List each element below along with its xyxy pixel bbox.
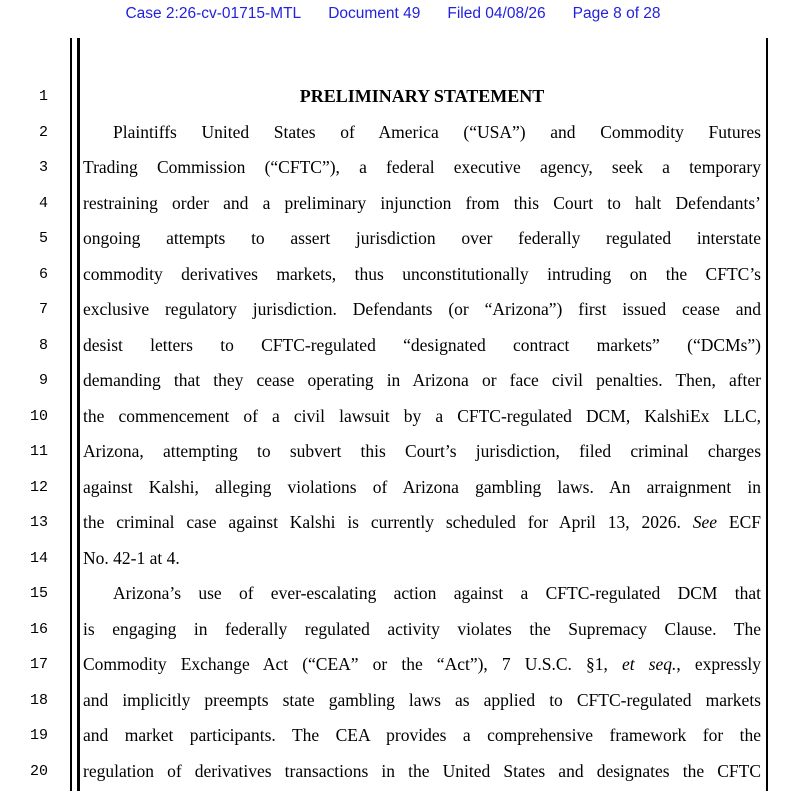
line-row [0, 221, 786, 257]
line-row [0, 612, 786, 648]
text-segment: Trading Commission (“CFTC”), a federal executive agency, seek a temporary [83, 157, 761, 178]
line-row [0, 647, 786, 683]
line-row [0, 470, 786, 506]
body-text-line [83, 300, 761, 319]
line-number: 16 [29, 620, 48, 638]
body-text-line [83, 655, 761, 674]
filed-date: Filed 04/08/26 [447, 5, 546, 22]
line-row [0, 434, 786, 470]
line-row [0, 150, 786, 186]
body-text-line [83, 762, 761, 781]
line-row [0, 683, 786, 719]
line-row [0, 576, 786, 612]
line-number: 17 [29, 656, 48, 674]
text-segment: the criminal case against Kalshi is currently scheduled for April 13, 2026. [83, 512, 693, 533]
line-number: 1 [38, 88, 48, 106]
line-row [0, 186, 786, 222]
text-segment: exclusive regulatory jurisdiction. Defendants (or “Arizona”) first issued cease and [83, 299, 761, 320]
body-text-line [83, 336, 761, 355]
court-stamp-header [0, 5, 786, 23]
line-number: 18 [29, 691, 48, 709]
text-segment: ongoing attempts to assert jurisdiction over federally regulated interstate [83, 228, 761, 249]
text-segment: demanding that they cease operating in Arizona or face civil penalties. Then, after [83, 370, 761, 391]
body-text-line [83, 691, 761, 710]
text-segment: Plaintiffs United States of America (“USA”) and Commodity Futures [113, 121, 761, 142]
line-number: 14 [29, 549, 48, 567]
case-number: Case 2:26-cv-01715-MTL [125, 5, 302, 22]
line-row [0, 79, 786, 115]
text-segment: No. 42-1 at 4. [83, 547, 180, 568]
line-row [0, 754, 786, 790]
body-text-line [83, 265, 761, 284]
line-row [0, 115, 786, 151]
line-row [0, 292, 786, 328]
line-row [0, 363, 786, 399]
body-text-line [83, 123, 761, 142]
line-number: 12 [29, 478, 48, 496]
text-segment: is engaging in federally regulated activity violates the Supremacy Clause. The [83, 618, 761, 639]
line-number: 4 [38, 194, 48, 212]
text-segment: Arizona, attempting to subvert this Court’s jurisdiction, filed criminal charges [83, 441, 761, 462]
pleading-lines [0, 79, 786, 789]
document-number: Document 49 [328, 5, 421, 22]
text-segment: restraining order and a preliminary injunction from this Court to halt Defendants’ [83, 192, 761, 213]
line-row [0, 718, 786, 754]
body-text-line [83, 407, 761, 426]
line-row [0, 399, 786, 435]
line-number: 11 [29, 443, 48, 461]
body-text-line [83, 194, 761, 213]
section-title [83, 87, 761, 107]
text-segment: Commodity Exchange Act (“CEA” or the “Act”), 7 U.S.C. §1, [83, 654, 622, 675]
body-text-line [83, 478, 761, 497]
text-segment: against Kalshi, alleging violations of Arizona gambling laws. An arraignment in [83, 476, 761, 497]
text-segment: and market participants. The CEA provides a comprehensive framework for the [83, 725, 761, 746]
body-text-line [83, 620, 761, 639]
body-text-line [83, 513, 761, 532]
line-number: 19 [29, 727, 48, 745]
text-segment: regulation of derivatives transactions in the United States and designates the CFTC [83, 760, 761, 781]
text-segment: and implicitly preempts state gambling laws as applied to CFTC-regulated markets [83, 689, 761, 710]
body-text-line [83, 549, 761, 568]
line-number: 15 [29, 585, 48, 603]
line-row [0, 505, 786, 541]
line-row [0, 257, 786, 293]
text-segment: Arizona’s use of ever-escalating action against a CFTC-regulated DCM that [113, 583, 761, 604]
line-number: 5 [38, 230, 48, 248]
text-segment: desist letters to CFTC-regulated “designated contract markets” (“DCMs”) [83, 334, 761, 355]
line-number: 2 [38, 123, 48, 141]
line-number: 3 [38, 159, 48, 177]
body-text-line [83, 726, 761, 745]
text-segment: PRELIMINARY STATEMENT [299, 85, 545, 106]
line-number: 10 [29, 407, 48, 425]
line-row [0, 541, 786, 577]
body-text-line [83, 584, 761, 603]
text-segment: ECF [717, 512, 761, 533]
text-segment: et seq. [621, 654, 677, 675]
text-segment: See [692, 512, 718, 533]
line-number: 8 [38, 336, 48, 354]
body-text-line [83, 442, 761, 461]
page-indicator: Page 8 of 28 [572, 5, 661, 22]
text-segment: , expressly [676, 654, 761, 675]
line-number: 20 [29, 762, 48, 780]
line-number: 13 [29, 514, 48, 532]
body-text-line [83, 371, 761, 390]
line-number: 7 [38, 301, 48, 319]
line-number: 6 [38, 265, 48, 283]
text-segment: the commencement of a civil lawsuit by a CFTC-regulated DCM, KalshiEx LLC, [83, 405, 761, 426]
body-text-line [83, 158, 761, 177]
body-text-line [83, 229, 761, 248]
line-number: 9 [38, 372, 48, 390]
text-segment: commodity derivatives markets, thus unconstitutionally intruding on the CFTC’s [83, 263, 761, 284]
line-row [0, 328, 786, 364]
